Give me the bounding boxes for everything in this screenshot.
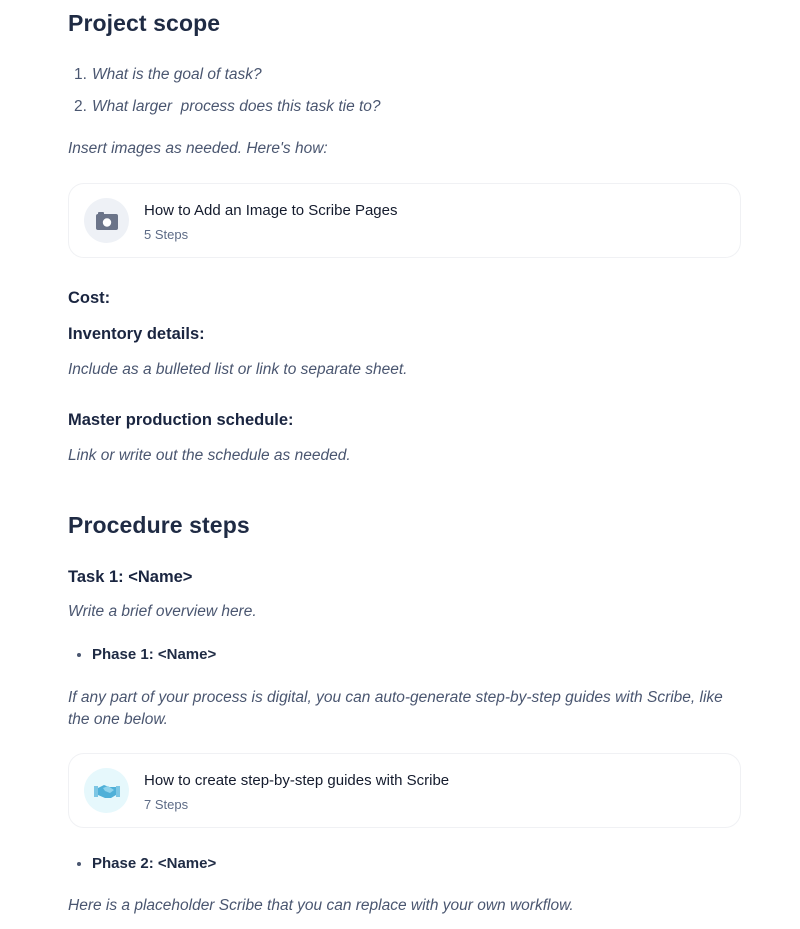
phase-1-label: Phase 1: <Name> xyxy=(92,646,217,663)
card-steps-count: 7 Steps xyxy=(144,797,189,812)
question-item xyxy=(74,98,381,116)
card-title: How to Add an Image to Scribe Pages xyxy=(144,202,398,219)
digital-process-note: If any part of your process is digital, you can auto-generate step-by-step guides with Scribe, like the one below. xyxy=(68,689,723,728)
scribe-card-add-image[interactable] xyxy=(68,183,741,258)
inventory-details-label: Inventory details: xyxy=(68,325,205,343)
insert-images-note: Insert images as needed. Here's how: xyxy=(68,140,328,157)
inventory-note: Include as a bulleted list or link to separate sheet. xyxy=(68,361,408,378)
schedule-label: Master production schedule: xyxy=(68,411,294,429)
heading-project-scope: Project scope xyxy=(68,10,221,36)
task-1-overview: Write a brief overview here. xyxy=(68,603,257,620)
list-number: 2. xyxy=(74,98,87,115)
bullet-dot xyxy=(77,862,81,866)
phase-2-label: Phase 2: <Name> xyxy=(92,855,217,872)
question-item xyxy=(74,66,262,84)
card-title: How to create step-by-step guides with Scribe xyxy=(144,772,450,789)
camera-icon xyxy=(84,198,129,243)
phase-1-item xyxy=(77,646,216,663)
list-number: 1. xyxy=(74,66,87,83)
placeholder-scribe-note: Here is a placeholder Scribe that you can replace with your own workflow. xyxy=(68,897,574,914)
scribe-card-create-guides[interactable] xyxy=(68,753,741,828)
bullet-dot xyxy=(77,653,81,657)
schedule-note: Link or write out the schedule as needed. xyxy=(68,447,351,464)
cost-label: Cost: xyxy=(68,289,111,307)
heading-procedure-steps: Procedure steps xyxy=(68,512,250,538)
phase-2-item xyxy=(77,855,216,872)
handshake-icon xyxy=(84,768,129,813)
task-1-title: Task 1: <Name> xyxy=(68,568,193,586)
question-text: What is the goal of task? xyxy=(91,66,262,83)
card-steps-count: 5 Steps xyxy=(144,227,189,242)
question-text: What larger process does this task tie to? xyxy=(91,98,381,115)
